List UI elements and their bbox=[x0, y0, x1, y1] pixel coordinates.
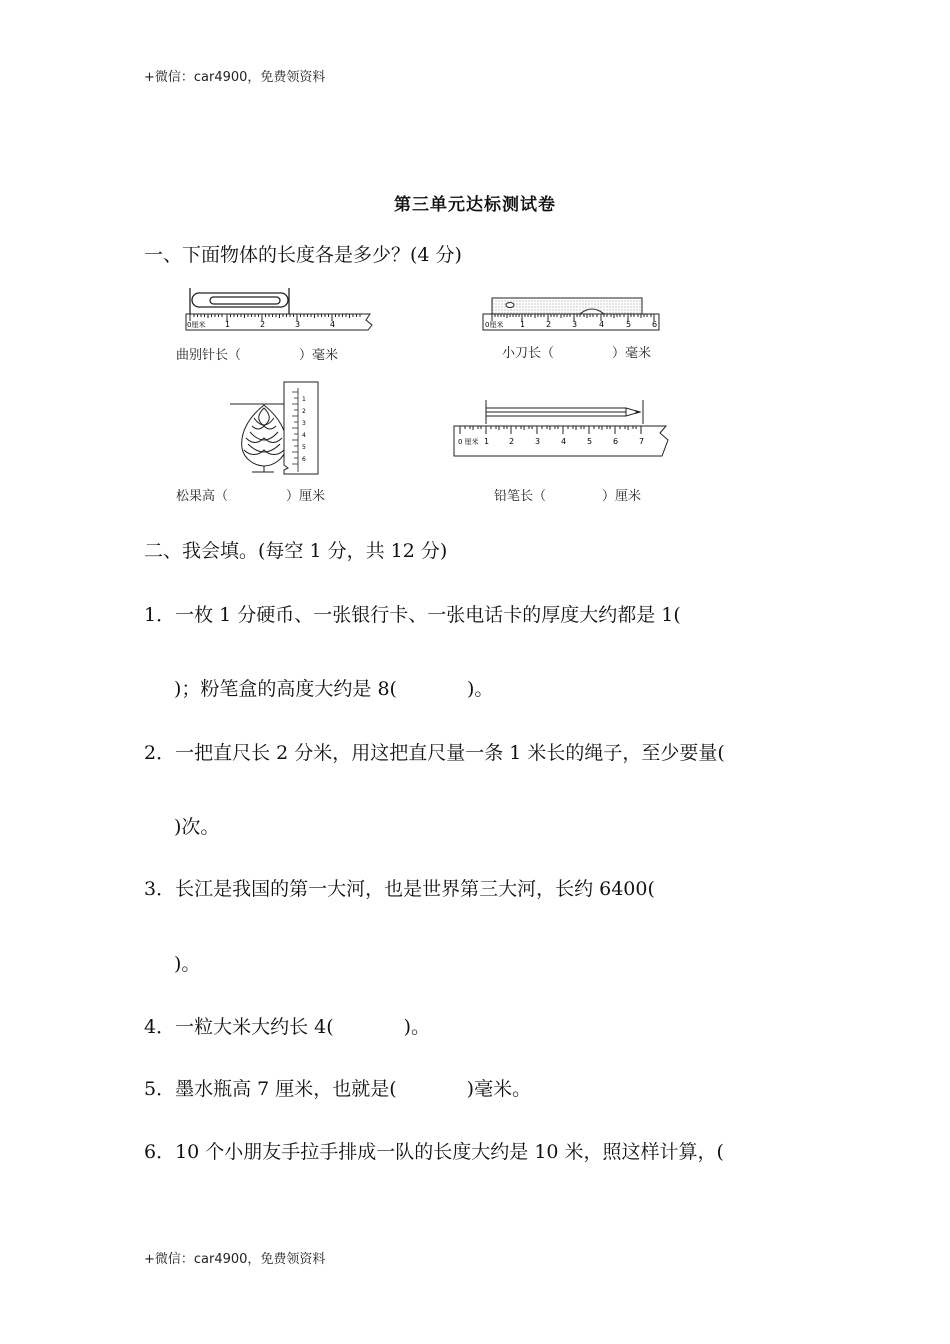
ruler-zero-label: 0厘米 bbox=[485, 321, 504, 329]
caption-pencil bbox=[494, 485, 641, 504]
caption-pinecone-a: 松果高（ bbox=[176, 489, 229, 504]
question-2-line2: )次。 bbox=[174, 816, 220, 838]
watermark-bottom: +微信：car4900，免费领资料 bbox=[144, 1252, 326, 1267]
pencil-figure bbox=[450, 398, 675, 460]
ruler-tick-4: 4 bbox=[330, 320, 336, 329]
question-5-part-a: 5．墨水瓶高 7 厘米，也就是( bbox=[144, 1078, 397, 1100]
pencil-icon bbox=[486, 400, 643, 424]
question-3-line1: 3．长江是我国的第一大河，也是世界第三大河，长约 6400( bbox=[144, 878, 655, 900]
vert-tick-6: 6 bbox=[302, 456, 306, 463]
question-3-line2: )。 bbox=[174, 953, 201, 975]
question-5 bbox=[144, 1074, 531, 1101]
ruler-tick-5: 5 bbox=[626, 320, 632, 329]
ruler-tick-3: 3 bbox=[535, 437, 541, 446]
ruler-tick-1: 1 bbox=[225, 320, 231, 329]
caption-pinecone-b: ）厘米 bbox=[286, 489, 326, 504]
ruler-tick-6: 6 bbox=[652, 320, 658, 329]
ruler-tick-3: 3 bbox=[572, 320, 578, 329]
ruler-tick-4: 4 bbox=[561, 437, 567, 446]
knife-icon bbox=[492, 298, 642, 314]
question-1-line1: 1．一枚 1 分硬币、一张银行卡、一张电话卡的厚度大约都是 1( bbox=[144, 604, 681, 626]
question-1-part-b: )。 bbox=[466, 678, 494, 700]
caption-pinecone bbox=[176, 485, 325, 504]
ruler-zero-label: 0厘米 bbox=[187, 321, 206, 329]
question-4-part-a: 4．一粒大米大约长 4( bbox=[144, 1016, 334, 1038]
caption-paperclip bbox=[176, 344, 338, 363]
ruler-tick-3: 3 bbox=[295, 320, 301, 329]
vert-tick-2: 2 bbox=[302, 408, 306, 415]
vert-tick-4: 4 bbox=[302, 432, 306, 439]
question-1-line2 bbox=[174, 674, 493, 701]
ruler-tick-2: 2 bbox=[509, 437, 515, 446]
ruler-tick-2: 2 bbox=[260, 320, 266, 329]
caption-knife-a: 小刀长（ bbox=[502, 346, 555, 361]
caption-paperclip-a: 曲别针长（ bbox=[176, 348, 242, 363]
caption-knife bbox=[502, 342, 651, 361]
ruler-tick-5: 5 bbox=[587, 437, 593, 446]
vertical-ruler-icon bbox=[284, 382, 318, 474]
question-6-line1: 6．10 个小朋友手拉手排成一队的长度大约是 10 米，照这样计算，( bbox=[144, 1141, 724, 1163]
paperclip-figure bbox=[180, 284, 380, 336]
pinecone-figure bbox=[228, 378, 328, 478]
question-5-part-b: )毫米。 bbox=[466, 1078, 532, 1100]
section2-heading: 二、我会填。(每空 1 分，共 12 分) bbox=[144, 540, 448, 562]
pinecone-icon bbox=[242, 405, 287, 472]
knife-figure bbox=[480, 294, 665, 338]
ruler-zero-label: 0 厘米 bbox=[458, 438, 479, 446]
question-4-part-b: )。 bbox=[403, 1016, 431, 1038]
vert-tick-5: 5 bbox=[302, 444, 306, 451]
question-4 bbox=[144, 1012, 430, 1039]
vert-tick-1: 1 bbox=[302, 396, 306, 403]
ruler-icon bbox=[483, 314, 659, 330]
ruler-tick-4: 4 bbox=[599, 320, 605, 329]
watermark-top: +微信：car4900，免费领资料 bbox=[144, 70, 326, 85]
caption-knife-b: ）毫米 bbox=[612, 346, 652, 361]
ruler-tick-7: 7 bbox=[639, 437, 645, 446]
question-1-part-a: )；粉笔盒的高度大约是 8( bbox=[174, 678, 397, 700]
caption-pencil-b: ）厘米 bbox=[602, 489, 642, 504]
ruler-tick-1: 1 bbox=[520, 320, 526, 329]
caption-paperclip-b: ）毫米 bbox=[299, 348, 339, 363]
ruler-icon bbox=[186, 314, 372, 330]
paperclip-icon bbox=[190, 288, 289, 314]
ruler-tick-2: 2 bbox=[546, 320, 552, 329]
page-title: 第三单元达标测试卷 bbox=[394, 195, 556, 215]
caption-pencil-a: 铅笔长（ bbox=[494, 489, 547, 504]
ruler-tick-6: 6 bbox=[613, 437, 619, 446]
vert-tick-3: 3 bbox=[302, 420, 306, 427]
section1-heading: 一、下面物体的长度各是多少？(4 分) bbox=[144, 244, 462, 266]
question-2-line1: 2．一把直尺长 2 分米，用这把直尺量一条 1 米长的绳子，至少要量( bbox=[144, 742, 725, 764]
ruler-tick-1: 1 bbox=[484, 437, 490, 446]
